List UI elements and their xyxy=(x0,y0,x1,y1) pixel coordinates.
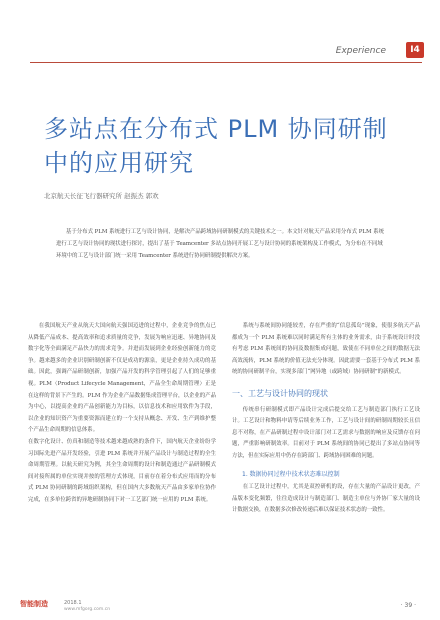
footer-brand: 智能制造 xyxy=(20,600,48,608)
article-title: 多站点在分布式 PLM 协同研制中的应用研究 xyxy=(44,115,388,177)
article-authors: 北京航天长征飞行器研究所 赵振杰 郭欢 xyxy=(44,192,159,200)
right-column-intro: 系统与系统间协同能较差，存在严重的“信息孤岛”现象，使很多航天产品都成为一个 PLM 系统难以同时满足所有主体的业务需求，由于系统设计时没有考虑 PLM 系统间的协同及数据集成问题，致使在不同单位之间的数据无法高效流转，PLM 系统的价值无法充分体现。因此需要一套基于分布式 PLM 系统的协同研制平台，实现多部门“网异地（或跨域）协同研制”的新模式。 xyxy=(232,323,420,376)
right-column xyxy=(232,321,420,517)
page-footer xyxy=(0,592,440,620)
footer-url: www.mfgorg.com.cn xyxy=(64,607,111,612)
left-column xyxy=(28,321,216,507)
journal-logo-icon: Ⅰ4 xyxy=(406,42,424,58)
right-column-paragraph-2: 在工艺设计过程中，尤其是双控研机的设，存在大量的产品设计更改，产品版本变化频繁，往往造成设计与制造部门、制造主单位与外协厂家大量的设计数据交换，在数据多次修改传递后难以保证技术状态的一致性。 xyxy=(232,484,420,514)
section-heading: 一、工艺与设计协同的现状 xyxy=(232,388,328,398)
footer-issue: 2018.1 xyxy=(64,600,82,606)
section-label: Experience xyxy=(335,46,386,56)
subsection-heading: 1. 数据协同过程中技术状态难以控制 xyxy=(242,470,340,478)
right-column-paragraph: 传统串行研制模式即产品设计完成后提交给工艺与制造部门执行工艺设计。工艺设计和物料申请等后续业务工作，工艺与设计间的研制周期较长且信息不对称，在产品研制过程中设计部门对工艺需求与数据的响应及反馈存在问题，严重影响研制效率。目前对于 PLM 系统间的协同已提出了多站点协同等方法，但在实际应用中仍存在跨部门、跨域协同困难的问题。 xyxy=(232,406,420,459)
article-abstract: 基于分布式 PLM 系统进行工艺与设计协同，是解决产品跨域协同研制模式的关键技术之一。本文针对航天产品采用分布式 PLM 系统进行工艺与设计协同的现状进行探讨，提出了基于 Teamcenter 多站点协同开展工艺与设计协同的系统架构及工作模式，为分布在不同域环境中的工艺与设计部门统一采用 Teamcenter 系统进行协同研制提供解决方案。 xyxy=(56,229,385,259)
header-divider xyxy=(30,62,422,63)
left-column-text: 在我国航天产业从航天大国向航天强国迈进的过程中，企业竞争的焦点已从降低产品成本、提高效率和追求质量的竞争，发展为响应迅速、异地协同及数字化等全面满足产品快力的需求竞争。并进而发展到企业经验创新能力的竞争。越来越多的企业识别研制创新不仅是成功的源泉，更是企业持久成功的基础。因此，强调产品研制创新，加强产品开发的科学管理引起了人们的足够重视。PLM（Product Lifecycle Management，产品全生命周期管理）正是在这样的背景下产生的。PLM 作为企业产品数据集成管理平台，以企业的产品为中心，以提高企业的产品创新能力为目标，以信息技术和应用软件为手段，以企业的知识资产为重要资源而建立的一个支持从概念、开发、生产到维护整个产品生命周期的信息体系。 在数字化设计、仿真和制造等技术越来越成熟的条件下，国内航天企业纷纷学习国际先进产品开发经验，引进 PLM 系统并开展产品设计与制造过程的全生命周期管理。以航天研究为例，其全生命周期的设计和制造通过产品研制模式间对接所属的单位实现并按的管理方式体现，目前存在着分布式应用而的分布式 PLM 协同研制的跨域组织架构，但在国内大多数航天产品由多家单位协作完成，在多单位跨省的异地研制协同下对一工艺部门统一应用的 PLM 系统。 xyxy=(28,323,216,503)
page-number: · 39 · xyxy=(400,602,416,609)
